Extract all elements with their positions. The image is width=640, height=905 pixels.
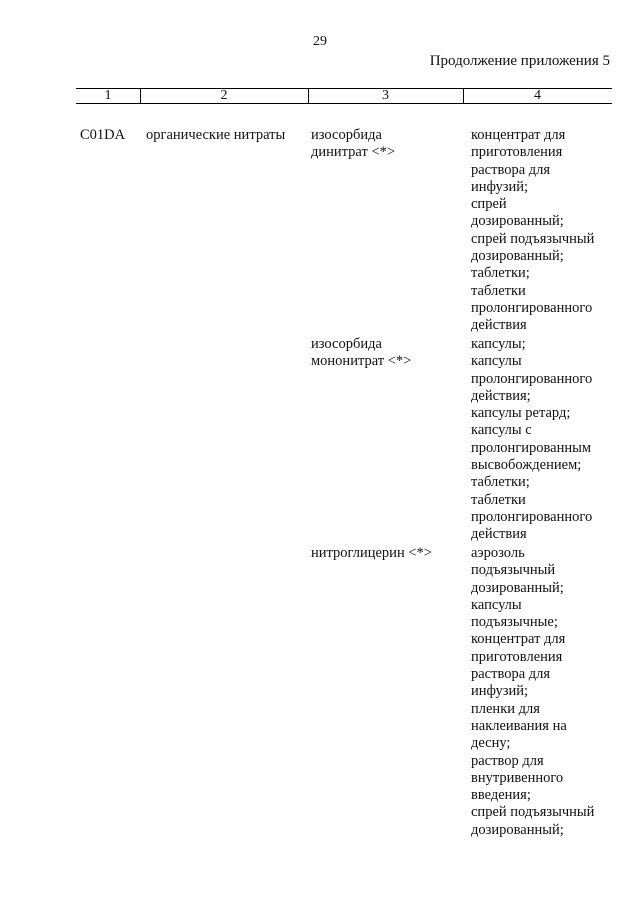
dosage-forms: аэрозоль подъязычный дозированный; капсулы подъязычные; концентрат для приготовления раствора для инфузий; пленки для наклеивания на десну; раствор для внутривенного введения; спрей подъязычный дозированный; [471, 545, 595, 838]
substance-name: изосорбида динитрат <*> [311, 127, 396, 161]
column-header-3: 3 [382, 88, 389, 103]
column-header-2: 2 [220, 88, 228, 103]
column-header-1: 1 [104, 88, 112, 103]
dosage-forms: концентрат для приготовления раствора для инфузий; спрей дозированный; спрей подъязычный дозированный; таблетки; таблетки пролонгированного действия [471, 127, 595, 334]
page-number: 29 [313, 34, 327, 49]
pharmacological-group: органические нитраты [146, 127, 286, 143]
column-header-4: 4 [534, 88, 541, 103]
atc-code: C01DA [80, 127, 126, 143]
substance-name: нитроглицерин <*> [311, 545, 432, 561]
dosage-forms: капсулы; капсулы пролонгированного действия; капсулы ретард; капсулы с пролонгированным высвобождением; таблетки; таблетки пролонгированного действия [471, 336, 593, 543]
table-header-row [76, 88, 612, 104]
substance-name: изосорбида мононитрат <*> [311, 336, 412, 370]
appendix-continuation-label: Продолжение приложения 5 [429, 53, 610, 69]
